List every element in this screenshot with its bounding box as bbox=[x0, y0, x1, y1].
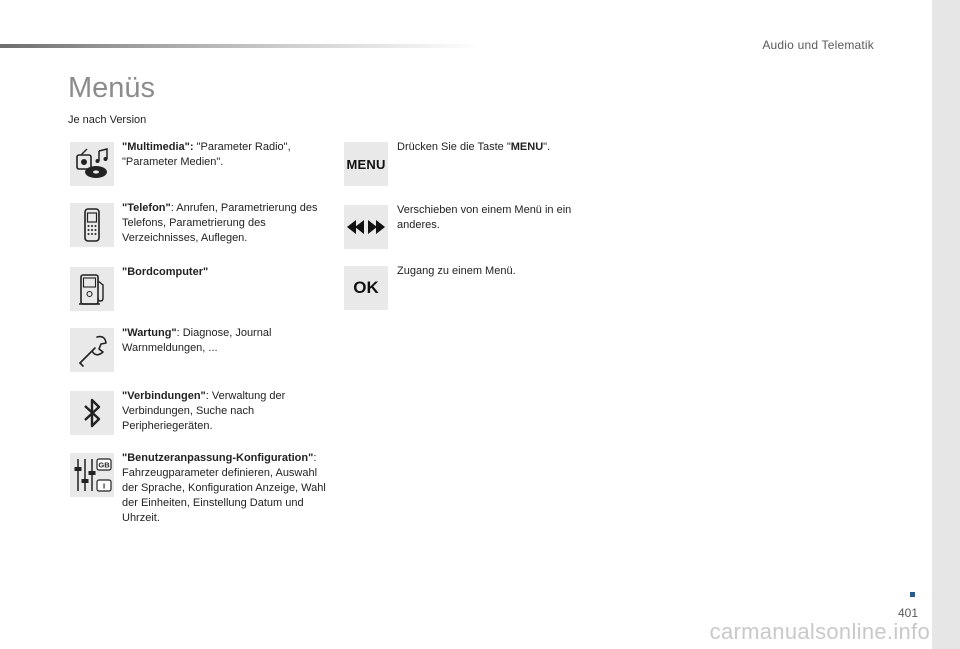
right-margin-bar bbox=[932, 0, 960, 649]
key-menu-text-after: ". bbox=[543, 141, 551, 153]
menu-bordcomputer-name: "Bordcomputer" bbox=[122, 266, 209, 278]
header-rule bbox=[0, 44, 480, 48]
watermark: carmanualsonline.info bbox=[709, 619, 930, 644]
menu-konfiguration-name: "Benutzeranpassung-Konfiguration" bbox=[122, 452, 314, 464]
menu-telefon-name: "Telefon" bbox=[122, 202, 171, 214]
page-marker bbox=[910, 592, 915, 597]
ok-key-icon bbox=[344, 266, 388, 310]
menu-wartung-name: "Wartung" bbox=[122, 327, 177, 339]
menu-bordcomputer-desc bbox=[122, 265, 322, 280]
menu-wartung-desc bbox=[122, 326, 322, 356]
menu-verbindungen-name: "Verbindungen" bbox=[122, 390, 206, 402]
bluetooth-icon bbox=[70, 391, 114, 435]
menu-multimedia-desc bbox=[122, 140, 322, 170]
page-title: Menüs bbox=[68, 72, 156, 104]
ok-key-label: OK bbox=[353, 278, 379, 297]
menu-multimedia-text: "Parameter Radio", "Parameter Medien". bbox=[122, 141, 291, 168]
phone-icon bbox=[70, 203, 114, 247]
version-note: Je nach Version bbox=[68, 114, 147, 126]
menu-konfiguration-desc bbox=[122, 451, 326, 526]
page-number: 401 bbox=[897, 606, 918, 620]
menu-key-icon bbox=[344, 142, 388, 186]
menu-verbindungen-text: : Verwaltung der Verbindungen, Suche nach Peripheriegeräten. bbox=[122, 390, 286, 432]
menu-wartung-text: : Diagnose, Journal Warnmeldungen, ... bbox=[122, 327, 272, 354]
multimedia-icon bbox=[70, 142, 114, 186]
key-menu-text-bold: MENU bbox=[510, 141, 544, 153]
menu-telefon-text: : Anrufen, Parametrierung des Telefons, Parametrierung des Verzeichnisses, Auflegen. bbox=[122, 202, 318, 244]
fuel-pump-icon bbox=[70, 267, 114, 311]
key-menu-desc bbox=[397, 140, 607, 155]
key-ok-desc: Zugang zu einem Menü. bbox=[397, 265, 516, 277]
section-title: Audio und Telematik bbox=[762, 38, 874, 52]
menu-telefon-desc bbox=[122, 201, 322, 246]
language-i-label: I bbox=[102, 481, 106, 491]
menu-key-label: MENU bbox=[346, 156, 386, 172]
wrench-icon bbox=[70, 328, 114, 372]
menu-verbindungen-desc bbox=[122, 389, 322, 434]
prev-next-arrows-icon bbox=[344, 205, 388, 249]
key-arrows-desc: Verschieben von einem Menü in ein anderes. bbox=[397, 204, 572, 231]
menu-multimedia-name: "Multimedia": bbox=[122, 141, 194, 153]
settings-sliders-icon bbox=[70, 453, 114, 497]
menu-konfiguration-text: : Fahrzeugparameter definieren, Auswahl der Sprache, Konfiguration Anzeige, Wahl der Einheiten, Einstellung Datum und Uhrzeit. bbox=[122, 452, 326, 524]
key-menu-text-before: Drücken Sie die Taste " bbox=[397, 141, 511, 153]
language-gb-label: GB bbox=[98, 460, 110, 470]
